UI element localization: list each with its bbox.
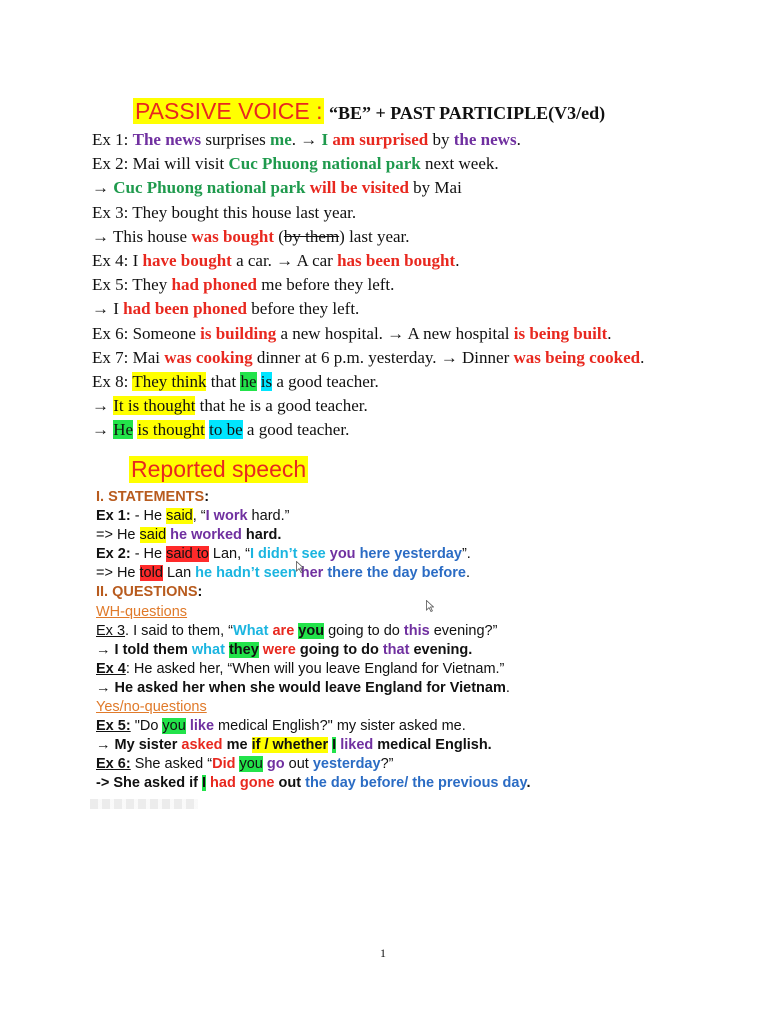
text-segment: next week. (420, 154, 499, 174)
text-segment: here yesterday (359, 546, 462, 563)
text-segment: has been bought (337, 250, 456, 270)
passive-example-line (92, 394, 644, 418)
text-segment: asked (181, 737, 223, 754)
text-segment: Ex 8: (92, 371, 133, 391)
text-segment: . → (291, 130, 322, 149)
text-segment: I told them (114, 641, 188, 658)
text-segment: . (516, 130, 521, 149)
faded-scan-artifact (90, 799, 198, 809)
text-segment: → (92, 396, 114, 416)
passive-example-line (92, 128, 644, 152)
text-segment: have bought (142, 250, 232, 270)
text-segment: liked (340, 737, 374, 754)
text-segment: "Do (130, 718, 163, 735)
text-segment: was bought (191, 226, 274, 246)
text-segment: I didn’t see (249, 546, 326, 563)
text-segment: . I said to them, “ (125, 622, 234, 639)
mouse-cursor-icon (296, 561, 304, 573)
text-segment: Ex 2: (96, 546, 131, 563)
text-segment: Ex 3 (96, 622, 126, 639)
reported-speech-title: Reported speech (131, 456, 307, 482)
text-segment: that (382, 641, 410, 658)
text-segment: Ex 7: Mai (92, 347, 165, 367)
text-segment: the day before/ the previous day (305, 775, 527, 792)
reported-example-line (96, 507, 530, 526)
reported-example-line (96, 564, 530, 583)
text-segment: Ex 6: Someone (92, 323, 201, 343)
text-segment: She asked “ (130, 756, 213, 773)
text-segment: He (113, 420, 134, 440)
text-segment: out (274, 775, 306, 792)
mouse-cursor-icon (426, 600, 434, 612)
reported-example-line (96, 679, 530, 698)
text-segment: Ex 1: (96, 508, 131, 525)
passive-example-line (92, 346, 644, 370)
text-segment: . (455, 250, 460, 270)
text-segment: I (201, 775, 207, 792)
text-segment: Lan, “ (208, 546, 250, 563)
page-number: 1 (380, 946, 386, 960)
text-segment: to be (209, 420, 243, 440)
passive-example-line (92, 370, 644, 394)
text-segment: before they left. (246, 299, 360, 319)
text-segment: hard. (241, 527, 282, 544)
text-segment: evening?” (429, 622, 498, 639)
text-segment: is thought (137, 420, 205, 440)
reported-example-line (96, 583, 530, 602)
text-segment: Yes/no-questions (96, 699, 207, 716)
text-segment: . (465, 565, 470, 582)
text-segment: II. QUESTIONS (96, 584, 198, 601)
reported-example-line (96, 526, 530, 545)
reported-speech-examples (96, 488, 530, 794)
passive-voice-title: PASSIVE VOICE : (135, 98, 323, 124)
text-segment: What (233, 622, 269, 639)
text-segment: what (191, 641, 225, 658)
text-segment: . (640, 347, 645, 367)
text-segment: => He (96, 565, 140, 582)
reported-example-line (96, 545, 530, 564)
passive-example-line (92, 152, 644, 176)
text-segment: by (428, 130, 454, 149)
text-segment: Did (212, 756, 236, 773)
text-segment: - He (130, 508, 167, 525)
text-segment: -> She asked if (96, 775, 202, 792)
text-segment: I (321, 130, 329, 149)
passive-example-line (92, 176, 644, 200)
text-segment: Ex 2: Mai will visit (92, 154, 229, 174)
text-segment: said (166, 508, 193, 525)
text-segment: me before they left. (257, 275, 395, 295)
text-segment: he worked (170, 527, 242, 544)
text-segment: a car. → A car (231, 250, 338, 270)
text-segment: → (92, 420, 114, 440)
text-segment: Ex 5: They (92, 275, 172, 295)
text-segment: going to do (324, 622, 404, 639)
text-segment: dinner at 6 p.m. yesterday. → Dinner (252, 347, 514, 367)
text-segment: Ex 3: They bought this house last year. (92, 202, 357, 222)
reported-example-line (96, 698, 530, 717)
text-segment: . (607, 323, 612, 343)
text-segment: Cuc Phuong national park (228, 154, 421, 174)
text-segment: he hadn’t seen (195, 565, 297, 582)
text-segment: was being cooked (513, 347, 641, 367)
passive-example-line (92, 249, 644, 273)
text-segment: is (260, 371, 273, 391)
text-segment: ”. (461, 546, 471, 563)
text-segment: WH-questions (96, 603, 188, 620)
text-segment: was cooking (164, 347, 253, 367)
text-segment: → This house (92, 226, 192, 246)
text-segment: , “ (192, 508, 206, 525)
text-segment: Ex 6: (96, 756, 131, 773)
text-segment: had gone (210, 775, 275, 792)
text-segment: there the day before (327, 565, 466, 582)
text-segment: . (526, 775, 531, 792)
text-segment: go (266, 756, 285, 773)
reported-example-line (96, 641, 530, 660)
reported-example-line (96, 774, 530, 793)
text-segment: I. STATEMENTS (96, 489, 205, 505)
text-segment: the news (453, 130, 517, 149)
text-segment: is building (200, 323, 277, 343)
text-segment: → He asked her when she would leave England for Vietnam (96, 679, 506, 696)
text-segment: a new hospital. → A new hospital (276, 323, 514, 343)
text-segment: surprises (201, 130, 271, 149)
text-segment: will be visited (309, 178, 409, 198)
text-segment: by them (283, 226, 340, 246)
text-segment: I (132, 250, 139, 270)
text-segment: are (272, 622, 295, 639)
text-segment: I (332, 737, 337, 754)
text-segment: . (505, 679, 510, 696)
text-segment: this (403, 622, 430, 639)
text-segment: like (189, 718, 215, 735)
reported-example-line (96, 717, 530, 736)
text-segment: ?” (380, 756, 394, 773)
text-segment: you (162, 718, 186, 735)
text-segment: evening. (409, 641, 473, 658)
passive-example-line (92, 322, 644, 346)
text-segment: Ex 1: (92, 130, 133, 149)
text-segment: → My sister (96, 737, 182, 754)
text-segment: medical English?" my sister asked me. (214, 718, 466, 735)
text-segment: said (139, 527, 167, 544)
text-segment: had phoned (171, 275, 258, 295)
text-segment: her (300, 565, 324, 582)
text-segment: me (270, 130, 292, 149)
text-segment: you (298, 622, 325, 639)
reported-example-line (96, 488, 530, 507)
text-segment: that he is a good teacher. (195, 396, 368, 416)
reported-example-line (96, 622, 530, 641)
text-segment: they (228, 641, 259, 658)
passive-voice-formula: “BE” + PAST PARTICIPLE(V3/ed) (324, 103, 606, 123)
text-segment: Ex 5: (96, 718, 131, 735)
text-segment: out (284, 756, 313, 773)
passive-example-line (92, 201, 644, 225)
passive-voice-heading (133, 98, 605, 125)
text-segment: : He asked her, “When will you leave England for Vietnam.” (125, 660, 505, 677)
text-segment: am surprised (332, 130, 429, 149)
text-segment: → I (92, 299, 124, 319)
text-segment: ) last year. (339, 226, 410, 246)
text-segment: a good teacher. (272, 371, 379, 391)
reported-example-line (96, 736, 530, 755)
passive-example-line (92, 297, 644, 321)
text-segment: → (92, 178, 114, 198)
text-segment: he (240, 371, 257, 391)
text-segment: me (222, 737, 252, 754)
text-segment: if / whether (251, 737, 329, 754)
text-segment: you (239, 756, 263, 773)
passive-example-line (92, 273, 644, 297)
text-segment: => He (96, 527, 140, 544)
passive-example-line (92, 225, 644, 249)
text-segment: The news (132, 130, 202, 149)
text-segment: Ex 4 (96, 660, 126, 677)
text-segment: ( (274, 226, 284, 246)
text-segment: is being built (513, 323, 608, 343)
text-segment: medical English. (373, 737, 492, 754)
text-segment: you (329, 546, 356, 563)
passive-voice-examples (92, 128, 644, 442)
text-segment: said to (166, 546, 209, 563)
text-segment: told (139, 565, 163, 582)
text-segment: a good teacher. (242, 420, 350, 440)
text-segment: yesterday (312, 756, 381, 773)
text-segment: - He (130, 546, 167, 563)
text-segment: were (262, 641, 296, 658)
text-segment: : (197, 584, 203, 601)
text-segment: that (206, 371, 241, 391)
text-segment: : (204, 489, 210, 505)
text-segment: It is thought (113, 396, 196, 416)
reported-example-line (96, 660, 530, 679)
text-segment: Lan (162, 565, 196, 582)
text-segment: They think (132, 371, 207, 391)
passive-example-line (92, 418, 644, 442)
text-segment: had been phoned (123, 299, 247, 319)
text-segment: hard.” (247, 508, 290, 525)
reported-example-line (96, 755, 530, 774)
text-segment: I work (205, 508, 248, 525)
text-segment: Cuc Phuong national park (113, 178, 306, 198)
text-segment: going to do (295, 641, 383, 658)
text-segment: → (96, 641, 115, 658)
text-segment: by Mai (408, 178, 462, 198)
text-segment: Ex 4: (92, 250, 133, 270)
reported-example-line (96, 603, 530, 622)
